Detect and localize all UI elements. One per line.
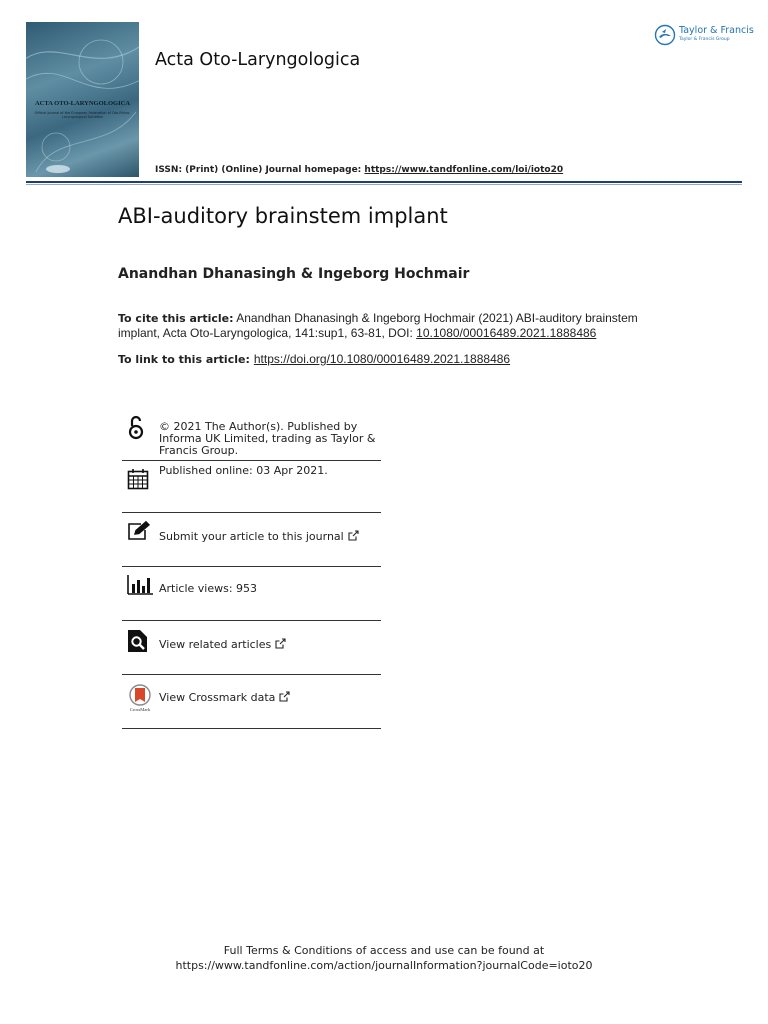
journal-title: Acta Oto-Laryngologica bbox=[155, 50, 361, 70]
info-text: Article views: 953 bbox=[159, 582, 258, 595]
publisher-name: Taylor & Francis bbox=[679, 25, 754, 36]
cover-title: ACTA OTO-LARYNGOLOGICA bbox=[34, 100, 131, 107]
publisher-group: Taylor & Francis Group bbox=[679, 37, 730, 42]
citation bbox=[118, 311, 658, 341]
publisher-logo[interactable] bbox=[654, 22, 754, 48]
info-text[interactable]: View related articles bbox=[159, 638, 286, 651]
search-document-icon bbox=[127, 629, 149, 653]
calendar-icon bbox=[127, 468, 149, 490]
citation-label: To cite this article: bbox=[118, 312, 234, 325]
issn-line bbox=[155, 165, 563, 175]
citation-text: Anandhan Dhanasingh & Ingeborg Hochmair (2021) ABI-auditory brainstem implant, Acta Oto-Laryngologica, 141:sup1, 63-81, DOI: bbox=[118, 311, 638, 340]
header-rule-thin bbox=[26, 184, 742, 185]
crossmark-icon bbox=[127, 684, 155, 712]
header-rule bbox=[26, 181, 742, 183]
info-item-open-access bbox=[122, 412, 381, 461]
info-text: © 2021 The Author(s). Published by Informa UK Limited, trading as Taylor & Francis Group. bbox=[159, 420, 376, 457]
edit-icon bbox=[127, 521, 151, 541]
info-item-crossmark[interactable] bbox=[122, 675, 381, 729]
info-text: Published online: 03 Apr 2021. bbox=[159, 464, 328, 478]
info-item-submit[interactable] bbox=[122, 513, 381, 567]
info-text[interactable]: View Crossmark data bbox=[159, 691, 290, 704]
article-link-line bbox=[118, 352, 510, 366]
journal-homepage-link[interactable]: https://www.tandfonline.com/loi/ioto20 bbox=[364, 165, 564, 175]
publisher-logo-icon bbox=[654, 24, 676, 46]
crossmark-icon-text: CrossMark bbox=[129, 707, 151, 712]
external-link-icon bbox=[275, 638, 286, 649]
cover-subtitle: Official Journal of the European Federation of Oto-Rhino-Laryngological Societies bbox=[34, 111, 131, 120]
info-text[interactable]: Submit your article to this journal bbox=[159, 530, 359, 543]
footer-terms-link[interactable]: https://www.tandfonline.com/action/journalInformation?journalCode=ioto20 bbox=[175, 959, 593, 972]
footer-terms-text: Full Terms & Conditions of access and use can be found at bbox=[223, 944, 545, 957]
article-doi-link[interactable]: https://doi.org/10.1080/00016489.2021.1888486 bbox=[253, 352, 511, 366]
article-authors: Anandhan Dhanasingh & Ingeborg Hochmair bbox=[118, 266, 470, 282]
article-info-list bbox=[122, 412, 381, 729]
info-item-related[interactable] bbox=[122, 621, 381, 675]
bar-chart-icon bbox=[127, 575, 153, 595]
article-link-label: To link to this article: bbox=[118, 353, 250, 366]
info-item-views bbox=[122, 567, 381, 621]
issn-text: ISSN: (Print) (Online) Journal homepage: bbox=[155, 165, 365, 175]
footer bbox=[0, 943, 768, 973]
external-link-icon bbox=[348, 530, 359, 541]
info-item-published bbox=[122, 461, 381, 513]
citation-doi-link[interactable]: 10.1080/00016489.2021.1888486 bbox=[416, 326, 597, 340]
article-title: ABI-auditory brainstem implant bbox=[118, 204, 448, 228]
external-link-icon bbox=[279, 691, 290, 702]
open-access-icon bbox=[127, 415, 145, 441]
journal-cover bbox=[26, 22, 139, 177]
